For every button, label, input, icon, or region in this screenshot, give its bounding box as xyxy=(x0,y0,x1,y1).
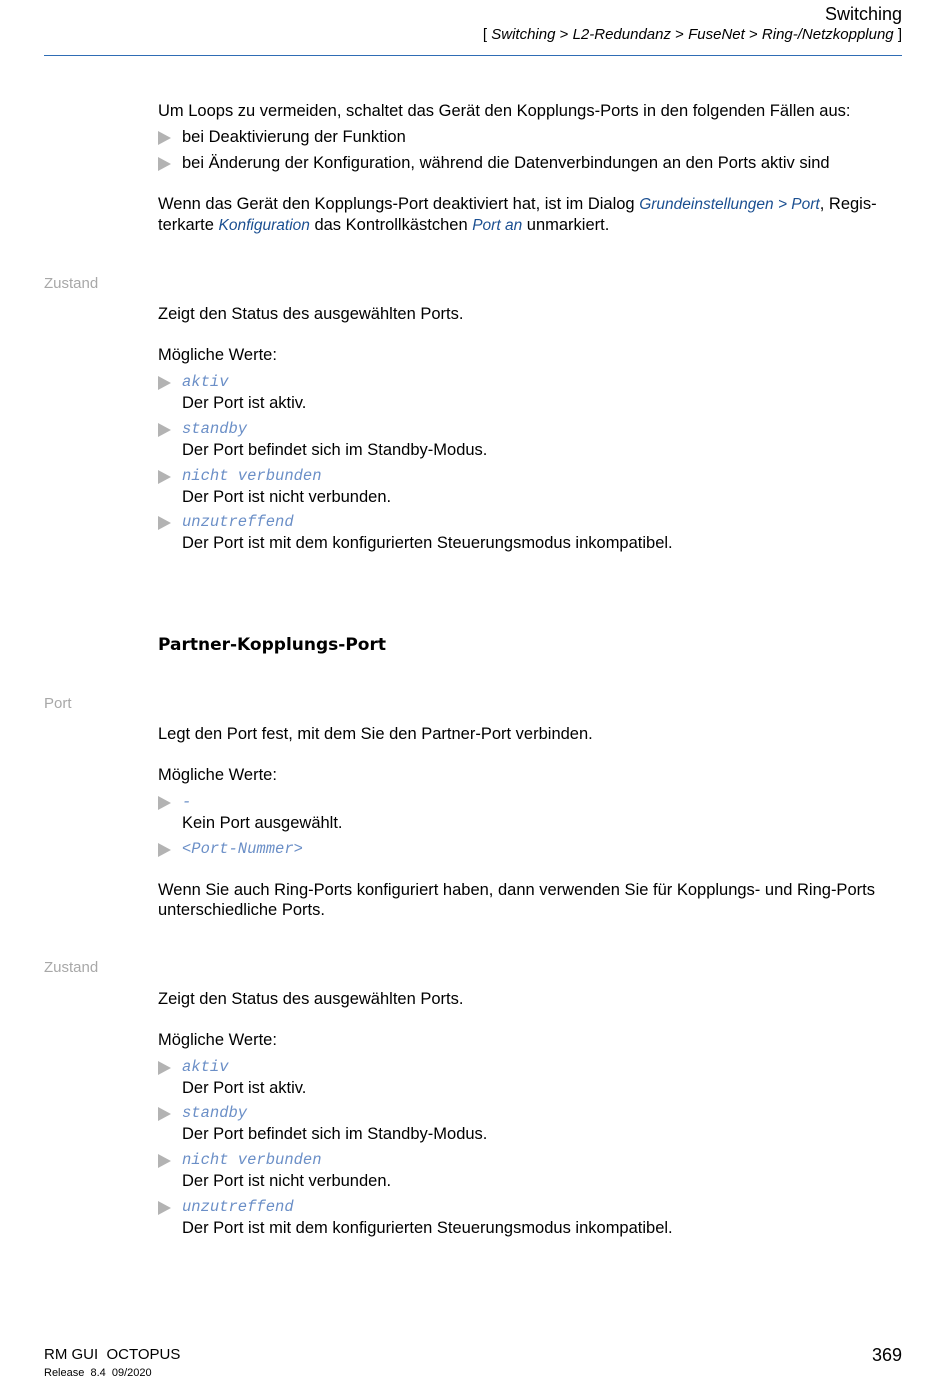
note-line: Wenn Sie auch Ring-Ports konfiguriert haben, dann verwenden Sie für Kopplungs- und Ring-Ports xyxy=(158,881,875,899)
text-span: , Regis- xyxy=(819,195,877,213)
breadcrumb-item: Ring-/Netzkopplung xyxy=(761,26,894,43)
margin-label: Port xyxy=(44,695,72,712)
bullet-icon xyxy=(158,423,171,437)
bullet-icon xyxy=(158,1061,171,1075)
text-span: das Kontrollkästchen xyxy=(309,216,473,234)
breadcrumb-item: Switching xyxy=(491,26,556,43)
bullet-icon xyxy=(158,157,171,171)
bullet-icon xyxy=(158,1201,171,1215)
param-description: Legt den Port fest, mit dem Sie den Partner-Port verbinden. xyxy=(158,725,593,743)
page-number: 369 xyxy=(871,1345,902,1365)
value-desc: Der Port befindet sich im Standby-Modus. xyxy=(182,1125,488,1143)
list-item-text: bei Änderung der Konfiguration, während die Datenverbindungen an den Ports aktiv sind xyxy=(182,154,830,172)
intro-paragraph-line xyxy=(158,194,877,215)
text-span: Wenn das Gerät den Kopplungs-Port deaktiviert hat, ist im Dialog xyxy=(158,195,640,213)
note-line: unterschiedliche Ports. xyxy=(158,901,325,919)
header-rule xyxy=(44,55,902,56)
tab-link[interactable]: Konfiguration xyxy=(218,217,310,234)
value-code: standby xyxy=(182,420,248,438)
value-code: unzutreffend xyxy=(182,1198,294,1216)
section-heading: Partner-Kopplungs-Port xyxy=(158,635,386,655)
bullet-icon xyxy=(158,516,171,530)
bullet-icon xyxy=(158,796,171,810)
breadcrumb-item: FuseNet xyxy=(688,26,745,43)
value-desc: Der Port ist mit dem konfigurierten Steuerungsmodus inkompatibel. xyxy=(182,1219,673,1237)
footer-product: RM GUI OCTOPUS xyxy=(44,1346,181,1363)
value-desc: Kein Port ausgewählt. xyxy=(182,814,343,832)
footer-release: Release 8.4 09/2020 xyxy=(44,1367,152,1379)
value-desc: Der Port ist nicht verbunden. xyxy=(182,1172,392,1190)
text-span: terkarte xyxy=(158,216,219,234)
margin-label: Zustand xyxy=(44,275,99,292)
value-desc: Der Port befindet sich im Standby-Modus. xyxy=(182,441,488,459)
checkbox-link[interactable]: Port an xyxy=(472,217,523,234)
bullet-icon xyxy=(158,1107,171,1121)
value-code: nicht verbunden xyxy=(182,1151,322,1169)
bullet-icon xyxy=(158,131,171,145)
intro-text: Um Loops zu vermeiden, schaltet das Gerät den Kopplungs-Ports in den folgenden Fällen aus: xyxy=(158,102,851,120)
bullet-icon xyxy=(158,843,171,857)
value-desc: Der Port ist mit dem konfigurierten Steuerungsmodus inkompatibel. xyxy=(182,534,673,552)
values-label: Mögliche Werte: xyxy=(158,766,277,784)
margin-label: Zustand xyxy=(44,959,99,976)
param-description: Zeigt den Status des ausgewählten Ports. xyxy=(158,305,464,323)
text-span: unmarkiert. xyxy=(522,216,610,234)
bullet-icon xyxy=(158,1154,171,1168)
value-desc: Der Port ist aktiv. xyxy=(182,394,307,412)
value-code: - xyxy=(182,793,192,811)
param-description: Zeigt den Status des ausgewählten Ports. xyxy=(158,990,464,1008)
breadcrumb-item: L2-Redundanz xyxy=(572,26,671,43)
value-desc: Der Port ist aktiv. xyxy=(182,1079,307,1097)
bullet-icon xyxy=(158,376,171,390)
value-desc: Der Port ist nicht verbunden. xyxy=(182,488,392,506)
value-code: nicht verbunden xyxy=(182,467,322,485)
breadcrumb: [ Switching > L2-Redundanz > FuseNet > Ring-/Netzkopplung ] xyxy=(482,26,902,43)
value-code: standby xyxy=(182,1104,248,1122)
value-code: unzutreffend xyxy=(182,513,294,531)
values-label: Mögliche Werte: xyxy=(158,1031,277,1049)
dialog-link[interactable]: Grundeinstellungen > Port xyxy=(639,196,820,213)
intro-paragraph-line xyxy=(158,215,609,236)
value-code: aktiv xyxy=(182,373,229,391)
header-title: Switching xyxy=(824,4,902,24)
values-label: Mögliche Werte: xyxy=(158,346,277,364)
value-code: <Port-Nummer> xyxy=(182,840,303,858)
value-code: aktiv xyxy=(182,1058,229,1076)
bullet-icon xyxy=(158,470,171,484)
list-item-text: bei Deaktivierung der Funktion xyxy=(182,128,406,146)
